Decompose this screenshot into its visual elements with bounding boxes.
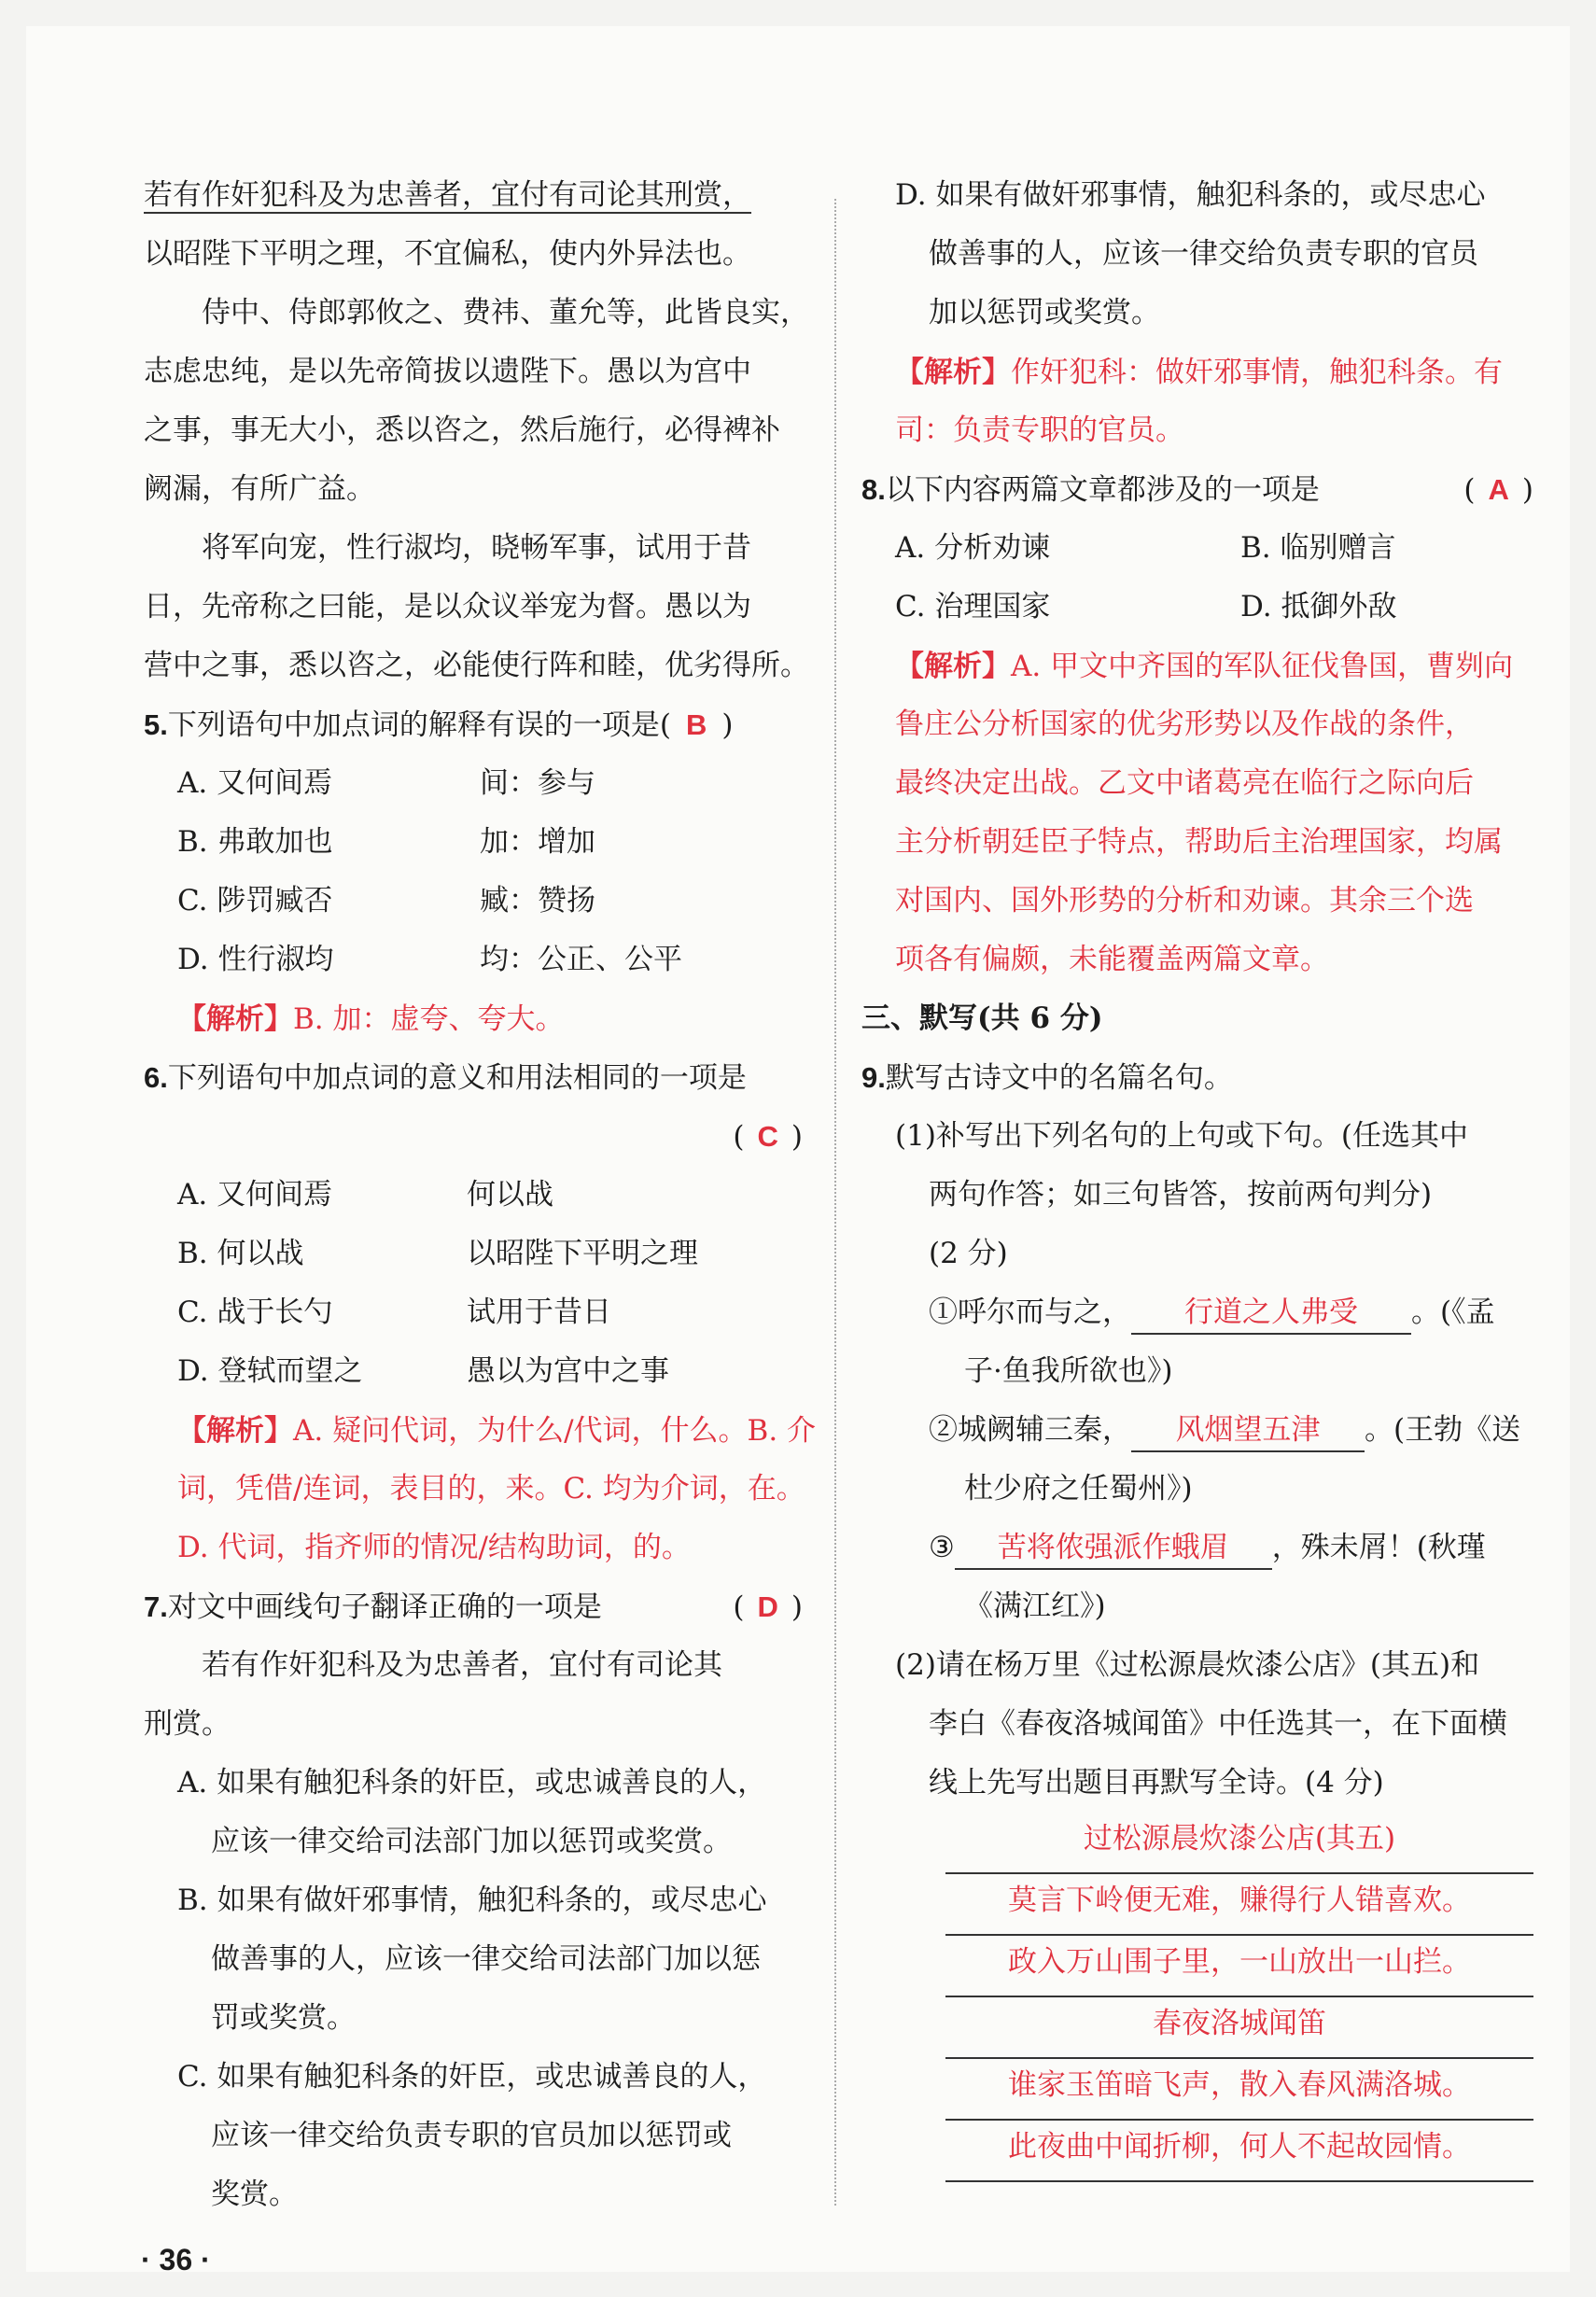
analysis-line: 最终决定出战。乙文中诸葛亮在临行之际向后: [895, 766, 1474, 800]
sub-prompt: 李白《春夜洛城闻笛》中任选其一，在下面横: [929, 1707, 1507, 1741]
answer-paren: ( D ): [733, 1590, 803, 1624]
poem-line: 此夜曲中闻折柳，何人不起故园情。: [945, 2121, 1533, 2182]
option-row: B. 弗敢加也 加：增加: [177, 825, 595, 859]
answer-letter: B: [685, 708, 707, 741]
option-line: 应该一律交给负责专职的官员加以惩罚或: [211, 2119, 732, 2152]
option-row: C. 治理国家 D. 抵御外敌: [895, 590, 1397, 623]
poem-answer: [861, 1813, 1533, 2182]
analysis: 【解析】B. 加：虚夸、夸大。: [177, 1002, 565, 1036]
question-stem: 以下内容两篇文章都涉及的一项是: [885, 473, 1320, 507]
column-divider: [834, 199, 836, 2206]
fill-item: ③ 苦将侬强派作蛾眉 ，殊未屑！(秋瑾: [861, 1519, 1533, 1577]
option-line: 奖赏。: [211, 2178, 298, 2211]
poem-line: 莫言下岭便无难，赚得行人错喜欢。: [945, 1874, 1533, 1936]
sub-prompt: 线上先写出题目再默写全诗。(4 分): [929, 1766, 1384, 1800]
answer-letter: D: [757, 1590, 778, 1623]
page-number: · 36 ·: [141, 2243, 211, 2276]
passage-line: 若有作奸犯科及为忠善者，宜付有司论其刑赏，: [144, 178, 751, 212]
analysis: 【解析】A. 甲文中齐国的军队征伐鲁国，曹刿向: [895, 650, 1514, 683]
poem-title: 春夜洛城闻笛: [945, 1997, 1533, 2059]
option-line: 做善事的人，应该一律交给负责专职的官员: [929, 237, 1478, 271]
passage-line: 侍中、侍郎郭攸之、费祎、董允等，此皆良实，: [202, 296, 809, 329]
question-number: 6.: [144, 1061, 168, 1094]
passage-line: 志虑忠纯，是以先帝简拔以遗陛下。愚以为宫中: [144, 355, 751, 388]
fill-item-cont: 杜少府之任蜀州》): [964, 1472, 1193, 1506]
option-row: A. 又何间焉 何以战: [177, 1178, 553, 1212]
poem-title: 过松源晨炊漆公店(其五): [945, 1813, 1533, 1874]
poem-line: 谁家玉笛暗飞声，散入春风满洛城。: [945, 2059, 1533, 2121]
option-line: D. 如果有做奸邪事情，触犯科条的，或尽忠心: [895, 178, 1486, 212]
quote-line: 刑赏。: [144, 1707, 231, 1741]
analysis-line: 鲁庄公分析国家的优劣形势以及作战的条件，: [895, 707, 1474, 741]
answer-letter: C: [757, 1120, 778, 1153]
analysis: 【解析】A. 疑问代词，为什么/代词，什么。B. 介: [177, 1414, 817, 1448]
sub-prompt: (2)请在杨万里《过松源晨炊漆公店》(其五)和: [895, 1648, 1480, 1682]
analysis-line: 对国内、国外形势的分析和劝谏。其余三个选: [895, 884, 1474, 917]
sub-prompt: (1)补写出下列名句的上句或下句。(任选其中: [895, 1119, 1469, 1153]
answer-letter: A: [1488, 473, 1509, 506]
sub-prompt: 两句作答；如三句皆答，按前两句判分): [929, 1178, 1433, 1212]
poem-line: 政入万山围子里，一山放出一山拦。: [945, 1936, 1533, 1997]
option-line: 罚或奖赏。: [211, 2001, 356, 2035]
option-line: 加以惩罚或奖赏。: [929, 296, 1160, 329]
option-row: C. 战于长勺 试用于昔日: [177, 1296, 611, 1329]
left-column: [144, 166, 817, 2224]
answer-blank: 行道之人弗受: [1131, 1292, 1411, 1335]
passage-line: 之事，事无大小，悉以咨之，然后施行，必得裨补: [144, 413, 780, 447]
passage-line: 日，先帝称之曰能，是以众议举宠为督。愚以为: [144, 590, 751, 623]
question-stem: 对文中画线句子翻译正确的一项是: [167, 1590, 602, 1624]
option-line: B. 如果有做奸邪事情，触犯科条的，或尽忠心: [177, 1884, 767, 1917]
option-row: C. 陟罚臧否 臧：赞扬: [177, 884, 595, 917]
question-number: 9.: [861, 1061, 886, 1094]
question-stem: 下列语句中加点词的解释有误的一项是(: [167, 708, 671, 742]
analysis: 【解析】作奸犯科：做奸邪事情，触犯科条。有: [895, 356, 1503, 389]
quote-line: 若有作奸犯科及为忠善者，宜付有司论其: [202, 1648, 722, 1682]
analysis-line: D. 代词，指齐师的情况/结构助词，的。: [177, 1531, 691, 1564]
option-line: 应该一律交给司法部门加以惩罚或奖赏。: [211, 1825, 732, 1858]
option-line: A. 如果有触犯科条的奸臣，或忠诚善良的人，: [177, 1766, 767, 1800]
section-heading: 三、默写(共 6 分): [861, 1001, 1103, 1035]
answer-blank: 苦将侬强派作蛾眉: [955, 1527, 1272, 1570]
analysis-line: 词，凭借/连词，表目的，来。C. 均为介词，在。: [177, 1472, 805, 1506]
question-number: 8.: [861, 473, 886, 506]
analysis-line: 司：负责专职的官员。: [895, 413, 1184, 447]
question-number: 7.: [144, 1590, 168, 1623]
question-6: [144, 1048, 817, 1577]
analysis-line: 主分析朝廷臣子特点，帮助后主治理国家，均属: [895, 825, 1503, 859]
workbook-page: [26, 26, 1570, 2276]
option-line: C. 如果有触犯科条的奸臣，或忠诚善良的人，: [177, 2060, 767, 2094]
fill-item-cont: 《满江红》): [964, 1590, 1106, 1623]
option-row: B. 何以战 以昭陛下平明之理: [177, 1237, 698, 1270]
question-9: [861, 1048, 1533, 2182]
analysis-line: 项各有偏颇，未能覆盖两篇文章。: [895, 943, 1329, 976]
passage-line: 将军向宠，性行淑均，晓畅军事，试用于昔: [202, 531, 751, 565]
right-column: [861, 166, 1533, 2182]
passage-line: 阙漏，有所广益。: [144, 472, 375, 506]
option-row: A. 又何间焉 间：参与: [177, 766, 595, 800]
question-7-continued: [861, 166, 1533, 460]
sub-prompt: (2 分): [929, 1237, 1008, 1270]
answer-paren: ( C ): [733, 1120, 803, 1154]
question-7: [144, 1577, 803, 2224]
fill-item-cont: 子·鱼我所欲也》): [964, 1354, 1173, 1388]
option-row: D. 登轼而望之 愚以为宫中之事: [177, 1354, 669, 1388]
option-row: A. 分析劝谏 B. 临别赠言: [895, 531, 1396, 565]
passage: [144, 166, 809, 695]
passage-line: 营中之事，悉以咨之，必能使行阵和睦，优劣得所。: [144, 649, 809, 682]
question-stem: 下列语句中加点词的意义和用法相同的一项是: [167, 1061, 747, 1095]
question-5: [144, 695, 803, 1048]
question-8: [861, 460, 1533, 989]
question-stem: 默写古诗文中的名篇名句。: [885, 1061, 1233, 1095]
fill-item: ②城阙辅三秦， 风烟望五津 。(王勃《送: [861, 1401, 1533, 1460]
fill-item: ①呼尔而与之， 行道之人弗受 。(《孟: [861, 1283, 1533, 1342]
option-row: D. 性行淑均 均：公正、公平: [177, 943, 682, 976]
passage-line: 以昭陛下平明之理，不宜偏私，使内外异法也。: [144, 237, 751, 271]
answer-paren: ( A ): [1463, 473, 1533, 507]
option-line: 做善事的人，应该一律交给司法部门加以惩: [211, 1942, 761, 1976]
paren-close: ): [721, 708, 734, 742]
answer-blank: 风烟望五津: [1131, 1409, 1365, 1452]
question-number: 5.: [144, 708, 168, 741]
